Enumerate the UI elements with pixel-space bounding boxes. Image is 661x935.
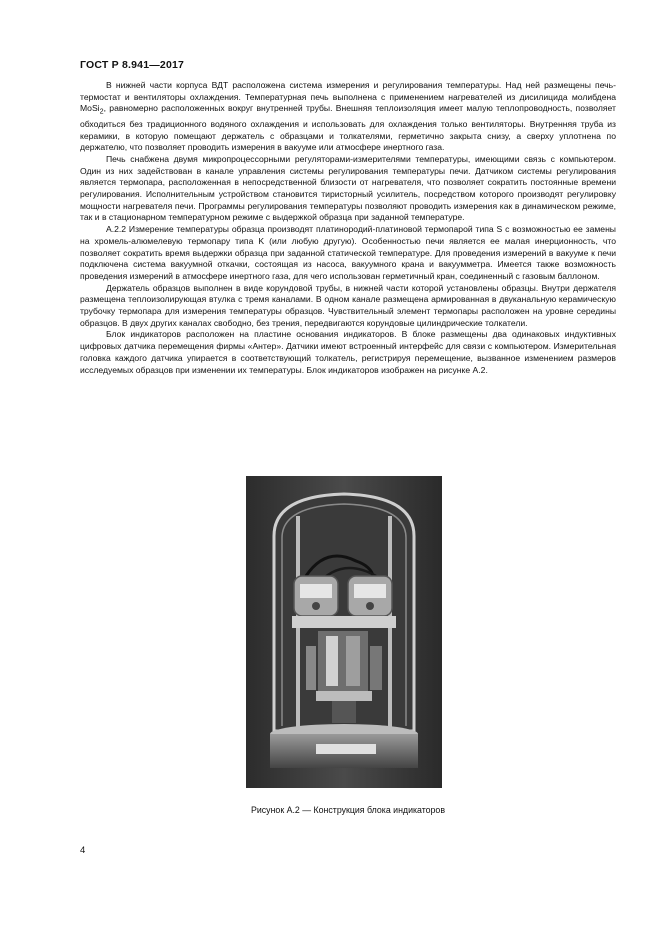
figure-caption: Рисунок А.2 — Конструкция блока индикаторов xyxy=(251,805,445,815)
page-number: 4 xyxy=(80,845,86,856)
paragraph: Держатель образцов выполнен в виде корундовой трубы, в нижней части которой установлены образцы. Внутри держателя размещена теплоизолирующая втулка с тремя каналами. В одном канале размещена армированная в двуканальную керамическую трубочку термопара для измерения температуры образцов. Чувствительный элемент термопары расположен на уровне середины образцов. В двух других каналах свободно, без трения, передвигаются корундовые цилиндрические толкатели. xyxy=(80,282,616,328)
subscript: 2 xyxy=(99,108,104,117)
document-body xyxy=(80,80,616,376)
paragraph: В нижней части корпуса ВДТ расположена система измерения и регулирования температуры. Над ней размещены печь-термостат и вентиляторы охлаждения. Температурная печь выполнена с применением нагревателей из дисилицида молибдена MoSi$_2$, равномерно расположенных вокруг внутренней трубы. Внешняя теплоизоляция имеет малую теплопроводность, позволяет обходиться без традиционного водяного охлаждения и использовать для охлаждения только вентиляторы. Внутренняя труба из керамики, в которую помещают держатель с образцами и толкателями, герметично закрыта снизу, а сверху уплотнена по держателю, что позволяет проводить измерения в вакууме или атмосфере инертного газа. xyxy=(80,80,616,153)
paragraph: А.2.2 Измерение температуры образца производят платинородий-платиновой термопарой типа S с возможностью ее замены на хромель-алюмелевую термопару типа K (или любую другую). Особенностью печи является ее малая инерционность, что позволяет сократить время выдержки образца при заданной статической температуре. Для проведения измерений в вакууме к печи подключена система вакуумной откачки, состоящая из насоса, вакуумного крана и вакуумметра. Имеется также возможность проведения измерений в атмосфере инертного газа, для чего использован герметичный кран, соединенный с газовым баллоном. xyxy=(80,224,616,281)
indicator-block-photo xyxy=(246,476,442,788)
paragraph: Печь снабжена двумя микропроцессорными регуляторами-измерителями температуры, имеющими связь с компьютером. Один из них задействован в канале управления системы регулирования температуры печи. Датчиком системы регулирования является термопара, расположенная в непосредственной близости от нагревателя, что позволяет сократить постоянные времени регулирования. Исполнительным устройством становится тиристорный усилитель, посредством которого производят регулировку мощности нагревателя печи. Программы регулирования температуры позволяют проводить измерения как в динамическом режиме, так и в стационарном температурном режиме с выдержкой образца при заданной температуре. xyxy=(80,153,616,223)
paragraph: Блок индикаторов расположен на пластине основания индикаторов. В блоке размещены два одинаковых индуктивных цифровых датчика перемещения фирмы «Антер». Датчики имеют встроенный интерфейс для связи с компьютером. Измерительная головка каждого датчика упирается в соответствующий толкатель, регистрируя перемещение, вызванное изменением размеров исследуемых образцов при изменении их температуры. Блок индикаторов изображен на рисунке А.2. xyxy=(80,329,616,375)
document-header: ГОСТ Р 8.941—2017 xyxy=(80,59,185,71)
